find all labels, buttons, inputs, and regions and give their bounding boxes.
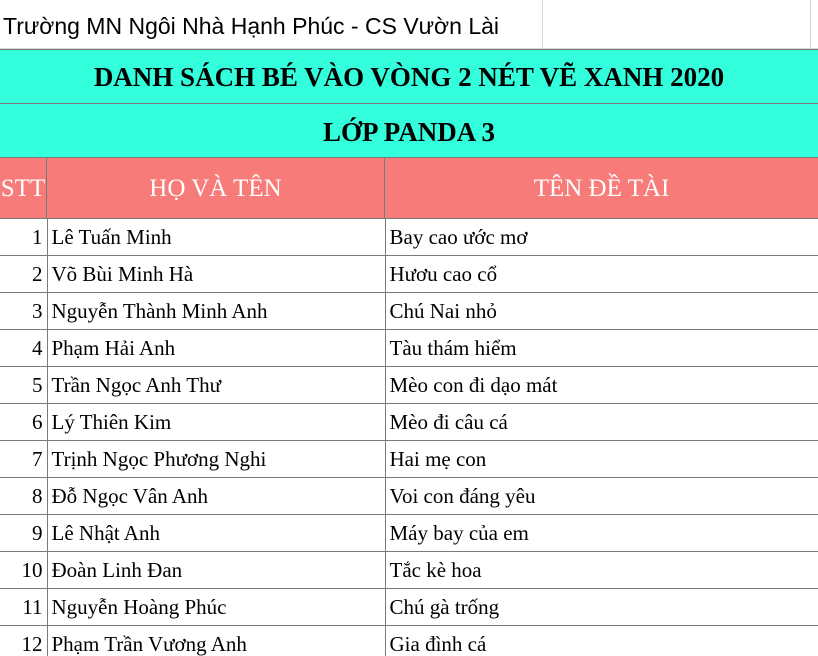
- school-name[interactable]: Trường MN Ngôi Nhà Hạnh Phúc - CS Vườn Lài: [3, 13, 500, 39]
- list-title[interactable]: DANH SÁCH BÉ VÀO VÒNG 2 NÉT VẼ XANH 2020: [0, 49, 818, 103]
- table-row: [0, 293, 818, 330]
- table-row: [0, 330, 818, 367]
- row-topic[interactable]: Chú Nai nhỏ: [385, 293, 818, 330]
- row-topic[interactable]: Gia đình cá: [385, 626, 818, 656]
- table-row: [0, 478, 818, 515]
- school-name-row: [0, 0, 818, 49]
- class-name[interactable]: LỚP PANDA 3: [0, 103, 818, 158]
- table-row: [0, 219, 818, 256]
- header-stt[interactable]: STT: [0, 158, 47, 219]
- row-stt[interactable]: 2: [0, 256, 47, 293]
- row-name[interactable]: Lê Nhật Anh: [47, 515, 385, 552]
- table-row: [0, 404, 818, 441]
- row-topic[interactable]: Chú gà trống: [385, 589, 818, 626]
- row-name[interactable]: Nguyễn Hoàng Phúc: [47, 589, 385, 626]
- row-stt[interactable]: 8: [0, 478, 47, 515]
- table-row: [0, 515, 818, 552]
- row-name[interactable]: Võ Bùi Minh Hà: [47, 256, 385, 293]
- cell-gridline: [542, 0, 543, 49]
- table-row: [0, 256, 818, 293]
- row-topic[interactable]: Hai mẹ con: [385, 441, 818, 478]
- row-topic[interactable]: Tàu thám hiểm: [385, 330, 818, 367]
- row-topic[interactable]: Máy bay của em: [385, 515, 818, 552]
- student-table: [0, 219, 818, 656]
- row-stt[interactable]: 3: [0, 293, 47, 330]
- row-stt[interactable]: 5: [0, 367, 47, 404]
- row-name[interactable]: Phạm Trần Vương Anh: [47, 626, 385, 656]
- row-name[interactable]: Trần Ngọc Anh Thư: [47, 367, 385, 404]
- row-stt[interactable]: 6: [0, 404, 47, 441]
- cell-gridline: [810, 0, 811, 49]
- row-name[interactable]: Đoàn Linh Đan: [47, 552, 385, 589]
- row-stt[interactable]: 4: [0, 330, 47, 367]
- table-row: [0, 589, 818, 626]
- header-topic[interactable]: TÊN ĐỀ TÀI: [385, 158, 818, 219]
- row-topic[interactable]: Tắc kè hoa: [385, 552, 818, 589]
- row-stt[interactable]: 7: [0, 441, 47, 478]
- row-name[interactable]: Trịnh Ngọc Phương Nghi: [47, 441, 385, 478]
- row-name[interactable]: Lý Thiên Kim: [47, 404, 385, 441]
- header-full-name[interactable]: HỌ VÀ TÊN: [47, 158, 385, 219]
- row-stt[interactable]: 12: [0, 626, 47, 656]
- row-topic[interactable]: Mèo đi câu cá: [385, 404, 818, 441]
- table-row: [0, 552, 818, 589]
- row-stt[interactable]: 11: [0, 589, 47, 626]
- student-table-body: [0, 219, 818, 656]
- row-name[interactable]: Đỗ Ngọc Vân Anh: [47, 478, 385, 515]
- row-topic[interactable]: Mèo con đi dạo mát: [385, 367, 818, 404]
- row-name[interactable]: Nguyễn Thành Minh Anh: [47, 293, 385, 330]
- row-stt[interactable]: 1: [0, 219, 47, 256]
- table-row: [0, 626, 818, 656]
- row-topic[interactable]: Bay cao ước mơ: [385, 219, 818, 256]
- table-row: [0, 367, 818, 404]
- row-name[interactable]: Phạm Hải Anh: [47, 330, 385, 367]
- table-row: [0, 441, 818, 478]
- row-topic[interactable]: Hươu cao cổ: [385, 256, 818, 293]
- row-name[interactable]: Lê Tuấn Minh: [47, 219, 385, 256]
- row-topic[interactable]: Voi con đáng yêu: [385, 478, 818, 515]
- row-stt[interactable]: 10: [0, 552, 47, 589]
- row-stt[interactable]: 9: [0, 515, 47, 552]
